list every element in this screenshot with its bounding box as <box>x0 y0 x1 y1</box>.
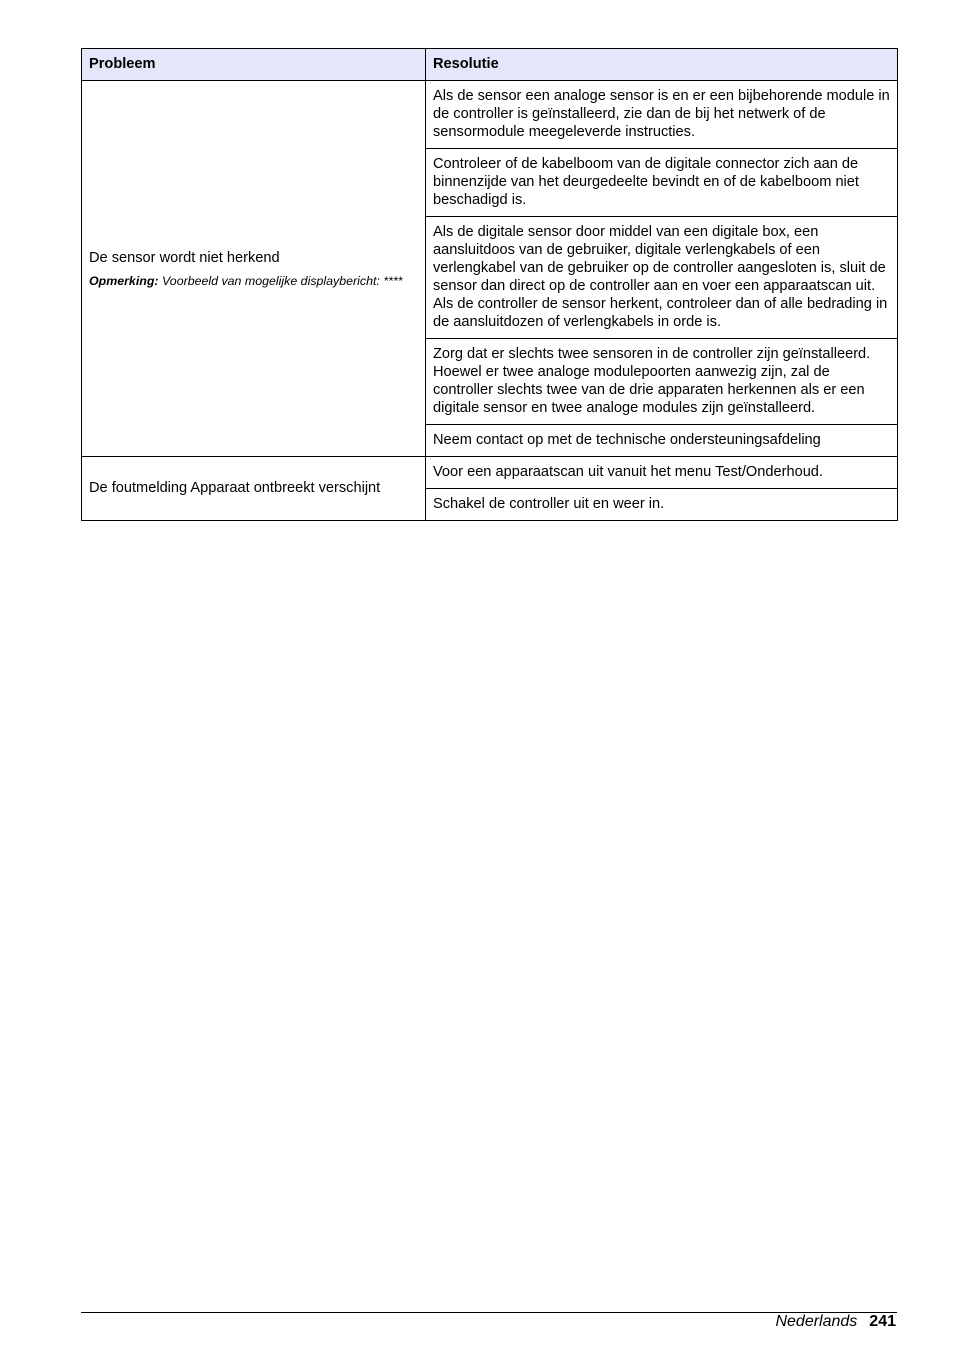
resolution-cell: Als de sensor een analoge sensor is en er een bijbehorende module in de controller is geïnstalleerd, zie dan de bij het netwerk of de sensormodule meegeleverde instructies. <box>426 81 898 149</box>
table-header-row <box>82 49 898 81</box>
page-number: 241 <box>869 1313 896 1330</box>
note <box>89 275 418 288</box>
problem-cell <box>82 457 426 521</box>
resolution-cell: Schakel de controller uit en weer in. <box>426 489 898 521</box>
problem-text: De sensor wordt niet herkend <box>89 249 280 266</box>
table-row <box>82 81 898 149</box>
page-footer <box>775 1313 896 1331</box>
problem-cell <box>82 81 426 457</box>
resolution-cell: Voor een apparaatscan uit vanuit het menu Test/Onderhoud. <box>426 457 898 489</box>
footer-language: Nederlands <box>775 1313 858 1330</box>
resolution-cell: Als de digitale sensor door middel van een digitale box, een aansluitdoos van de gebruiker, digitale verlengkabels of een verlengkabel van de gebruiker op de controller aangesloten is, sluit de sensor dan direct op de controller aan en voer een apparaatscan uit. Als de controller de sensor herkent, controleer dan of alle bedrading in de aansluitdozen of verlengkabels in orde is. <box>426 217 898 339</box>
column-header-problem: Probleem <box>82 49 426 81</box>
note-label: Opmerking: <box>89 273 159 288</box>
troubleshooting-table <box>81 48 898 521</box>
problem-text: De foutmelding Apparaat ontbreekt verschijnt <box>89 480 381 496</box>
column-header-resolution: Resolutie <box>426 49 898 81</box>
resolution-cell: Controleer of de kabelboom van de digitale connector zich aan de binnenzijde van het deurgedeelte bevindt en of de kabelboom niet beschadigd is. <box>426 149 898 217</box>
resolution-cell: Neem contact op met de technische ondersteuningsafdeling <box>426 425 898 457</box>
note-text: Voorbeeld van mogelijke displaybericht: **** <box>162 273 403 288</box>
resolution-cell: Zorg dat er slechts twee sensoren in de controller zijn geïnstalleerd. Hoewel er twee analoge modulepoorten aanwezig zijn, zal de controller slechts twee van de drie apparaten herkennen als er een digitale sensor en twee analoge modules zijn geïnstalleerd. <box>426 339 898 425</box>
table-row <box>82 457 898 489</box>
